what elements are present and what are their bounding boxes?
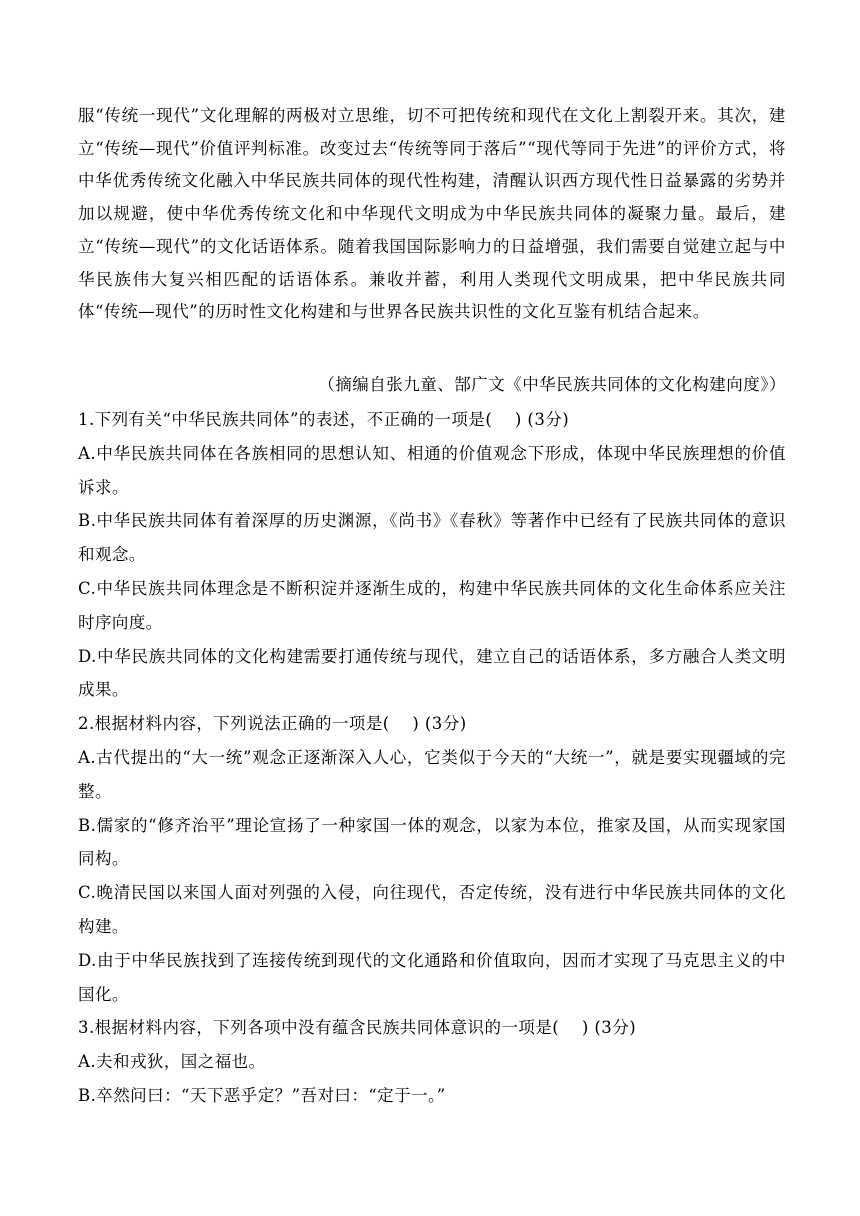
option-b: B.中华民族共同体有着深厚的历史渊源，《尚书》《春秋》等著作中已经有了民族共同体的意识和观念。 [78,511,786,565]
option-a: A.古代提出的“大一统”观念正逐渐深入人心，它类似于今天的“大统一”，就是要实现疆域的完整。 [78,747,786,801]
option-d: D.由于中华民族找到了连接传统到现代的文化通路和价值取向，因而才实现了马克思主义的中国化。 [78,950,786,1004]
question-stem: 1.下列有关“中华民族共同体”的表述，不正确的一项是( ) (3分) [78,410,570,429]
question-1 [78,403,786,707]
source-citation: （摘编自张九童、郜广文《中华民族共同体的文化构建向度》） [318,375,786,394]
question-stem: 3.根据材料内容，下列各项中没有蕴含民族共同体意识的一项是( ) (3分) [78,1018,637,1038]
option-a: A.夫和戎狄，国之福也。 [78,1052,266,1072]
option-b: B.儒家的“修齐治平”理论宣扬了一种家国一体的观念，以家为本位，推家及国，从而实现家国同构。 [78,815,786,869]
reading-passage [78,100,786,329]
question-3 [78,1011,786,1112]
option-c: C.晚清民国以来国人面对列强的入侵，向往现代，否定传统，没有进行中华民族共同体的文化构建。 [78,883,786,936]
question-stem: 2.根据材料内容，下列说法正确的一项是( ) (3分) [78,714,467,734]
option-d: D.中华民族共同体的文化构建需要打通传统与现代，建立自己的话语体系，多方融合人类文明成果。 [78,646,786,700]
option-a: A.中华民族共同体在各族相同的思想认知、相通的价值观念下形成，体现中华民族理想的价值诉求。 [78,443,786,497]
question-list [78,403,786,1113]
option-c: C.中华民族共同体理念是不断积淀并逐渐生成的，构建中华民族共同体的文化生命体系应关注时序向度。 [78,578,786,632]
option-b: B.卒然问曰：“天下恶乎定？”吾对曰：“定于一。” [78,1085,446,1105]
passage-paragraph: 服“传统一现代”文化理解的两极对立思维，切不可把传统和现代在文化上割裂开来。其次，建立“传统—现代”价值评判标准。改变过去“传统等同于落后”“现代等同于先进”的评价方式，将中华优秀传统文化融入中华民族共同体的现代性构建，清醒认识西方现代性日益暴露的劣势并加以规避，使中华优秀传统文化和中华现代文明成为中华民族共同体的凝聚力量。最后，建立“传统—现代”的文化话语体系。随着我国国际影响力的日益增强，我们需要自觉建立起与中华民族伟大复兴相匹配的话语体系。兼收并蓄，利用人类现代文明成果，把中华民族共同体“传统—现代”的历时性文化构建和与世界各民族共识性的文化互鉴有机结合起来。 [78,106,786,322]
question-2 [78,707,786,1011]
